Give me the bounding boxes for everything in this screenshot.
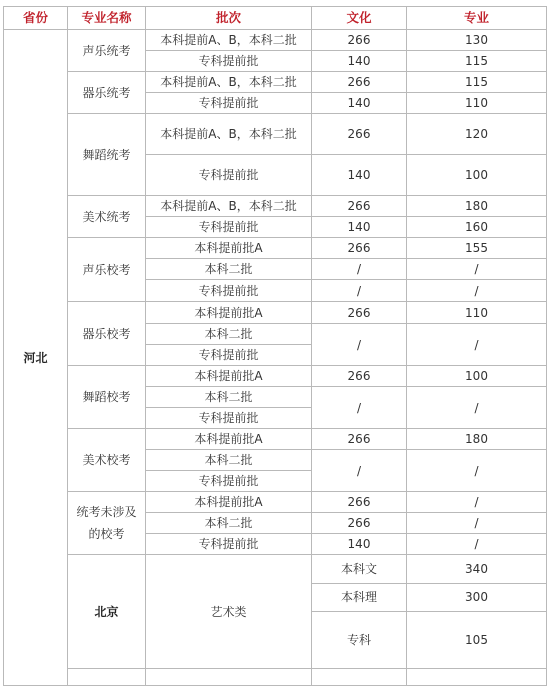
major-cell: 美术校考 <box>68 429 146 492</box>
culture-score-cell: 266 <box>312 366 407 387</box>
batch-cell: 本科提前A、B，本科二批 <box>146 196 312 217</box>
table-row <box>4 72 547 93</box>
major-score-cell: / <box>407 450 547 492</box>
major-cell <box>68 492 146 555</box>
table-row <box>4 555 547 584</box>
batch-cell: 本科提前批A <box>146 238 312 259</box>
batch-cell: 本科提前A、B，本科二批 <box>146 30 312 51</box>
major-label-line1: 统考未涉及 <box>76 505 137 519</box>
batch-cell: 专科 <box>312 612 407 669</box>
major-score-cell: 160 <box>407 217 547 238</box>
culture-score-cell: 300 <box>407 583 547 612</box>
culture-score-cell: 140 <box>312 51 407 72</box>
culture-score-cell: 266 <box>312 72 407 93</box>
table-row <box>4 429 547 450</box>
major-score-cell: / <box>407 324 547 366</box>
culture-score-cell: 266 <box>312 302 407 324</box>
culture-score-cell: 266 <box>312 196 407 217</box>
major-cell: 声乐统考 <box>68 30 146 72</box>
batch-cell: 专科提前批 <box>146 471 312 492</box>
major-score-cell: / <box>407 513 547 534</box>
batch-cell: 专科提前批 <box>146 217 312 238</box>
major-cell: 舞蹈统考 <box>68 114 146 196</box>
culture-score-cell: / <box>312 387 407 429</box>
major-cell: 器乐统考 <box>68 72 146 114</box>
culture-score-cell: 266 <box>312 513 407 534</box>
batch-cell: 本科提前批A <box>146 492 312 513</box>
batch-cell: 本科二批 <box>146 259 312 280</box>
header-major-name: 专业名称 <box>68 7 146 30</box>
major-score-cell: / <box>407 387 547 429</box>
table-row <box>4 492 547 513</box>
table-row <box>4 669 547 686</box>
batch-cell: 专科提前批 <box>146 51 312 72</box>
culture-score-cell: 140 <box>312 93 407 114</box>
major-score-cell: 100 <box>407 155 547 196</box>
culture-score-cell: 266 <box>312 30 407 51</box>
province-cell-beijing: 北京 <box>68 555 146 669</box>
major-score-cell: 115 <box>407 51 547 72</box>
major-score-cell: 110 <box>407 302 547 324</box>
batch-cell: 本科理 <box>312 583 407 612</box>
culture-score-cell: 140 <box>312 534 407 555</box>
major-score-cell: / <box>407 534 547 555</box>
header-batch: 批次 <box>146 7 312 30</box>
batch-cell: 本科提前A、B，本科二批 <box>146 72 312 93</box>
batch-cell: 专科提前批 <box>146 408 312 429</box>
culture-score-cell: / <box>312 280 407 302</box>
batch-cell: 专科提前批 <box>146 534 312 555</box>
header-culture-score: 文化 <box>312 7 407 30</box>
empty-cell <box>146 669 312 686</box>
major-cell: 舞蹈校考 <box>68 366 146 429</box>
empty-cell <box>407 669 547 686</box>
batch-cell: 专科提前批 <box>146 93 312 114</box>
batch-cell: 本科二批 <box>146 387 312 408</box>
major-score-cell: 180 <box>407 196 547 217</box>
admission-score-table <box>3 6 547 686</box>
major-score-cell: 115 <box>407 72 547 93</box>
batch-cell: 专科提前批 <box>146 345 312 366</box>
table-row <box>4 366 547 387</box>
batch-cell: 本科提前批A <box>146 302 312 324</box>
culture-score-cell: / <box>312 324 407 366</box>
table-row <box>4 114 547 155</box>
batch-cell: 本科提前A、B，本科二批 <box>146 114 312 155</box>
table-row <box>4 196 547 217</box>
culture-score-cell: / <box>312 450 407 492</box>
batch-cell: 本科提前批A <box>146 366 312 387</box>
major-score-cell: 120 <box>407 114 547 155</box>
major-score-cell: 110 <box>407 93 547 114</box>
culture-score-cell: 266 <box>312 114 407 155</box>
empty-cell <box>312 669 407 686</box>
culture-score-cell: 105 <box>407 612 547 669</box>
culture-score-cell: 266 <box>312 429 407 450</box>
batch-cell: 本科提前批A <box>146 429 312 450</box>
empty-cell <box>68 669 146 686</box>
major-cell: 美术统考 <box>68 196 146 238</box>
major-cell: 艺术类 <box>146 555 312 669</box>
culture-score-cell: 340 <box>407 555 547 584</box>
header-province: 省份 <box>4 7 68 30</box>
batch-cell: 本科二批 <box>146 324 312 345</box>
province-cell-hebei: 河北 <box>4 30 68 686</box>
major-label-line2: 的校考 <box>88 527 125 541</box>
major-score-cell: / <box>407 492 547 513</box>
batch-cell: 本科二批 <box>146 513 312 534</box>
table-header-row <box>4 7 547 30</box>
major-score-cell: / <box>407 259 547 280</box>
major-score-cell: 100 <box>407 366 547 387</box>
major-score-cell: 130 <box>407 30 547 51</box>
table-row <box>4 238 547 259</box>
major-cell: 声乐校考 <box>68 238 146 302</box>
batch-cell: 专科提前批 <box>146 280 312 302</box>
header-major-score: 专业 <box>407 7 547 30</box>
culture-score-cell: 266 <box>312 238 407 259</box>
culture-score-cell: 266 <box>312 492 407 513</box>
major-cell: 器乐校考 <box>68 302 146 366</box>
table-row <box>4 302 547 324</box>
culture-score-cell: / <box>312 259 407 280</box>
major-score-cell: 180 <box>407 429 547 450</box>
major-score-cell: / <box>407 280 547 302</box>
culture-score-cell: 140 <box>312 155 407 196</box>
batch-cell: 本科二批 <box>146 450 312 471</box>
major-score-cell: 155 <box>407 238 547 259</box>
table-row <box>4 30 547 51</box>
batch-cell: 专科提前批 <box>146 155 312 196</box>
batch-cell: 本科文 <box>312 555 407 584</box>
culture-score-cell: 140 <box>312 217 407 238</box>
